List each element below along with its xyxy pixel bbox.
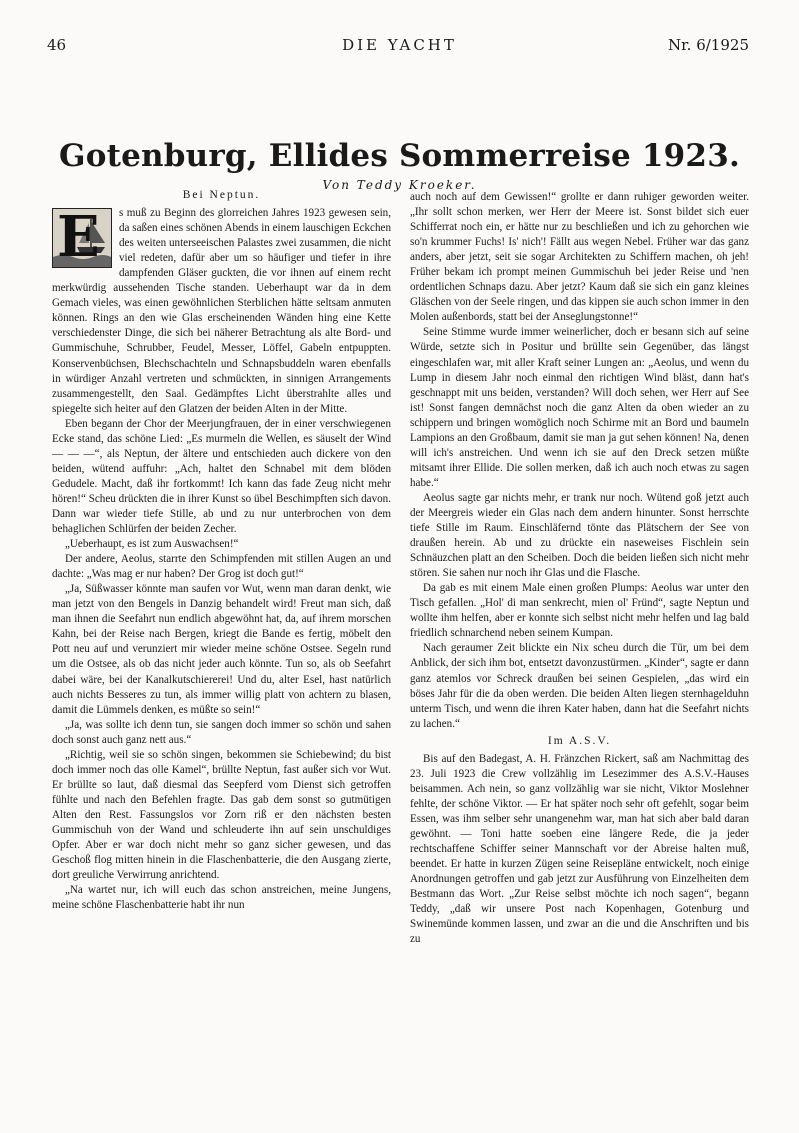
right-column xyxy=(410,190,749,947)
drop-cap-illustration xyxy=(52,208,112,268)
left-column xyxy=(52,186,391,913)
paragraph: Da gab es mit einem Male einen großen Plumps: Aeolus war unter den Tisch gefallen. „Hol' di man senkrecht, mien ol' Fründ“, sagte Neptun und wollte ihm helfen, aber er konnte sich selbst nicht mehr helfen und lag bald friedlich schnarchend neben seinem Kumpan. xyxy=(410,582,749,640)
paragraph: „Ja, was sollte ich denn tun, sie sangen doch immer so schön und sahen doch sonst auch ganz nett aus.“ xyxy=(52,718,391,746)
paragraph: Eben begann der Chor der Meerjungfrauen, der in einer verschwiegenen Ecke stand, das schöne Lied: „Es murmeln die Wellen, es säuselt der Wind — — —“, als Neptun, der ältere und entschieden auch dickere von den beiden, wütend auffuhr: „Ach, haltet den Schnabel mit dem blöden Gedudele. Macht, daß ihr fortkommt! Ich kann das fade Zeug nicht mehr hören!“ Scheu drückten die in ihrer Kunst so übel Beschimpften sich davon. Dann war wieder tiefe Stille, ab und zu nur unterbrochen von dem behaglichen Schlürfen der beiden Zecher. xyxy=(52,417,391,536)
page-number: 46 xyxy=(47,36,67,54)
paragraph: „Richtig, weil sie so schön singen, bekommen sie Schiebewind; du bist doch immer noch das olle Kamel“, brüllte Neptun, fast außer sich vor Wut. Er brüllte so laut, daß diesmal das Seepferd vom Dienst sich getroffen fühlte und nach den Befehlen fragte. Das gab dem sonst so gutmütigen Alten den Rest. Fassungslos vor Zorn riß er den nächsten besten Gummischuh von der Wand und schleuderte ihn auf sein unschuldiges Opfer. Aber er war doch nicht mehr so ganz sicher gewesen, und das Geschoß flog mitten hinein in die Flaschenbatterie, die den Ausgang zierte, dort greuliche Verwirrung anrichtend. xyxy=(52,748,391,882)
paragraph: „Na wartet nur, ich will euch das schon anstreichen, meine Jungens, meine schöne Flaschenbatterie habt ihr nun xyxy=(52,884,391,912)
issue-number: Nr. 6/1925 xyxy=(668,36,749,54)
section-heading-asv: Im A.S.V. xyxy=(547,734,612,747)
paragraph: auch noch auf dem Gewissen!“ grollte er dann ruhiger geworden weiter. „Ihr sollt schon merken, wer Herr der Meere ist. Sonst bildet sich euer Schifferrat noch ein, er hätte nur zu beschließen und ich zu gehorchen wie so'n krummer Fuchs! Is' nich'! Fällt aus wegen Nebel. Früher war das ganz anders, aber jetzt, seit sie sogar Architekten zu Schiffern machen, oh jeh! Früher bekam ich prompt meinen Gummischuh bei jeder Reise und 'nen ordentlichen Schnaps dazu. Aber jetzt? Kaum daß sie sich ein ganz kleines Gläschen von der Seele ringen, und das kippen sie auch schon immer in den Molen außenbords, statt bei der Anseglungstonne!“ xyxy=(410,191,749,324)
journal-title: DIE YACHT xyxy=(342,36,457,54)
page-header xyxy=(0,36,799,60)
paragraph: Seine Stimme wurde immer weinerlicher, doch er besann sich auf seine Würde, setzte sich in Positur und brüllte sein Gegenüber, das längst eingeschlafen war, mit aller Kraft seiner Lungen an: „Aeolus, und wenn du Lump in diesem Jahr noch einmal den richtigen Wind bläst, dann hat's geschnappt mit uns beiden, verstanden? Will doch sehen, wer Herr auf See ist! Sonst fangen demnächst noch die ganz Alten da oben wieder an zu schippern und bringen womöglich noch Schirme mit an Bord und baumeln Lampions an den Großbaum, damit sie man ja gut sehen können! Na, denen will ich's anstreichen. Und wenn ich sie auf den Dreck setzen müßte mitsamt ihrer Ellide. Die sollen merken, daß ich auch noch etwas zu sagen habe.“ xyxy=(410,326,749,489)
paragraph: Der andere, Aeolus, starrte den Schimpfenden mit stillen Augen an und dachte: „Was mag er nur haben? Der Grog ist doch gut!“ xyxy=(52,553,391,581)
paragraph: „Ja, Süßwasser könnte man saufen vor Wut, wenn man daran denkt, wie man jetzt von den Bengels in Danzig behandelt wird! Freut man sich, daß man ihnen die Seefahrt nun endlich abgewöhnt hat, da, auf ihrem morschen Kahn, bei der Reise nach Bergen, kriegt die Bande es fertig, möbelt den Pott neu auf und verunziert mir wieder meine schöne Ostsee. Segeln rund um die Ostsee, als ob das nicht jeder auch könnte. Tun so, als ob Seefahrt dabei wäre, bei der Kanalkutschiererei! Und du, alter Esel, hast natürlich auch nichts Besseres zu tun, als immer willig platt von achtern zu blasen, damit die Lümmels denken, es müßte so sein!“ xyxy=(52,583,391,716)
paragraph: Aeolus sagte gar nichts mehr, er trank nur noch. Wütend goß jetzt auch der Meergreis wieder ein Glas nach dem andern hinunter. Sonst herrschte tiefe Stille im Raum. Einschläfernd tönte das Plätschern der See von draußen herein. Ab und zu drückte ein naseweises Fischlein sein Schnäuzchen platt an den Scheiben. Doch die beiden ließen sich nicht mehr stören. Sie sahen nur noch ihr Glas und die Flasche. xyxy=(410,491,749,580)
drop-cap-letter: E xyxy=(57,208,100,269)
article-byline: Von Teddy Kroeker. xyxy=(322,178,477,192)
paragraph: „Ueberhaupt, es ist zum Auswachsen!“ xyxy=(65,538,239,551)
article-title: Gotenburg, Ellides Sommerreise 1923. xyxy=(59,138,740,174)
section-heading-neptun: Bei Neptun. xyxy=(182,189,261,201)
paragraph: s muß zu Beginn des glorreichen Jahres 1923 gewesen sein, da saßen eines schönen Abends in einem lauschigen Eckchen des weiten unterseeischen Palastes zwei zusammen, die nicht viel redeten, dafür aber um so häufiger und tiefer in ihre dampfenden Gläser guckten, die vor ihnen auf einem recht merkwürdig aussehenden Tische standen. Ueberhaupt war da in dem Gemach vieles, was einen gewöhnlichen Sterblichen hätte seltsam anmuten können. Rings an den wie Glas erscheinenden Wänden hing eine Kette verschiedenster Dinge, die sich bei näherer Betrachtung als alte Bord- und Gummischuhe, Schrubber, Feudel, Messer, Löffel, Gabeln entpuppten. Konservenbüchsen, Blechschachteln und Schnapsbuddeln waren ebenfalls in würdiger Anzahl vertreten und schmückten, in sinnigen Arrangements zusammengestellt, den Saal. Gedämpftes Licht überstrahlte alles und spiegelte sich heiter auf den Glatzen der beiden Alten in der Mitte. xyxy=(52,207,391,415)
paragraph: Bis auf den Badegast, A. H. Fränzchen Rickert, saß am Nachmittag des 23. Juli 1923 die Crew vollzählig im Lesezimmer des A.S.V.-Hauses beisammen. Ach nein, so ganz vollzählig war sie nicht, Viktor Moslehner fehlte, der schöne Viktor. — Er hat später noch sehr oft gefehlt, sogar beim Essen, was ihm selber sehr unangenehm war, man hat sich aber bald daran gewöhnt. — Toni hatte soeben eine längere Rede, die ja jeder rechtschaffene Schiffer seiner Mannschaft vor der Abreise halten muß, beendet. Er hatte in kurzen Zügen seine Reisepläne entwickelt, noch einige Anordnungen getroffen und gab jetzt zur Ausführung von Einzelheiten dem Bestmann das Wort. „Zur Reise selbst möchte ich noch sagen“, begann Teddy, „daß wir unsere Post nach Kopenhagen, Gotenburg und Swinemünde kommen lassen, und zwar an die und die Anschriften und bis zu xyxy=(410,752,749,946)
paragraph: Nach geraumer Zeit blickte ein Nix scheu durch die Tür, um bei dem Anblick, der sich ihm bot, entsetzt davonzustürmen. „Kinder“, sagte er dann ganz atemlos vor Schreck draußen bei seinen Gespielen, „das wird ein böses Jahr für die da oben werden. Die beiden Alten liegen sternhagelduhn unterm Tisch, und wenn die ihren Kater haben, dann hat die Seefahrt nichts zu lachen.“ xyxy=(410,642,749,730)
